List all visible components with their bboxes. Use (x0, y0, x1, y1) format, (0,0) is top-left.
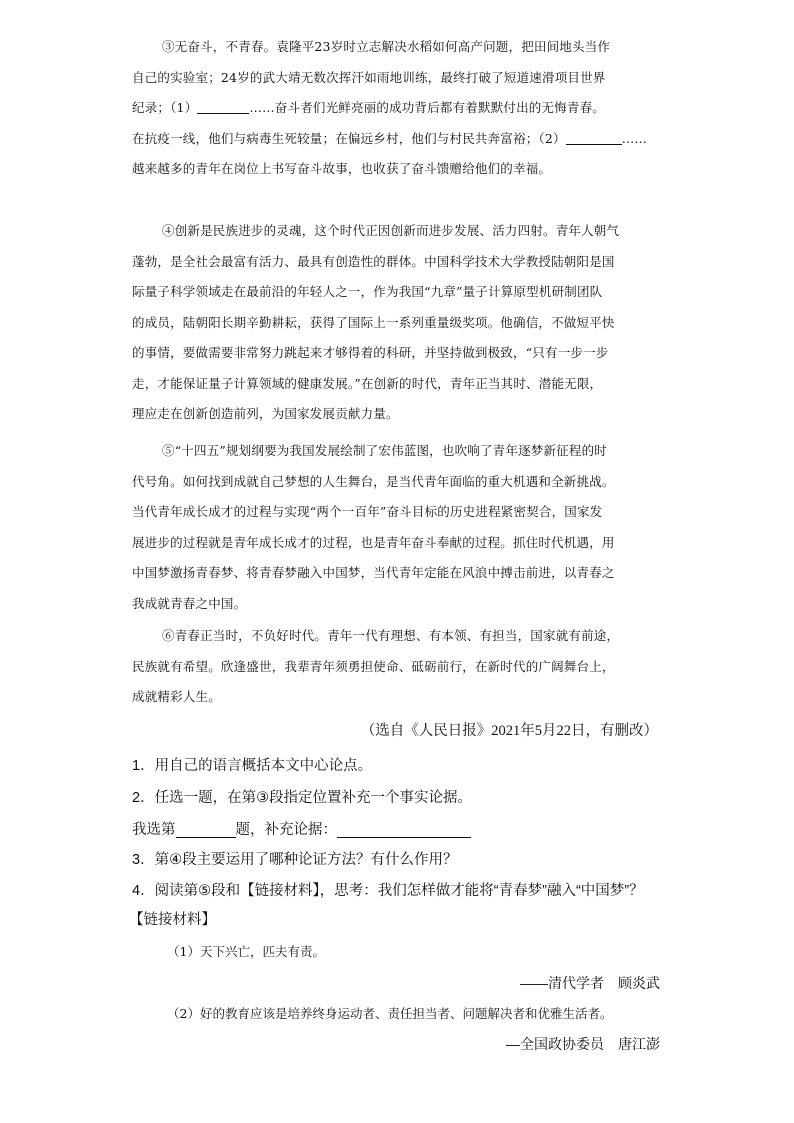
question-1: 1．用自己的语言概括本文中心论点。 (132, 758, 373, 774)
answer-prefix: 我选第 (132, 822, 176, 838)
text-line: 的事情，要做需要非常努力跳起来才够得着的科研，并坚持做到极致，“只有一步一步 (132, 345, 609, 360)
text-line: ⑥青春正当时，不负好时代。青年一代有理想、有本领、有担当，国家就有前途， (162, 628, 620, 643)
text-line: 民族就有希望。欣逢盛世，我辈青年须勇担使命、砥砺前行，在新时代的广阔舞台上， (132, 658, 615, 674)
text-line: 当代青年成长成才的过程与实现“两个一百年”奋斗目标的历史进程紧密契合，国家发 (132, 504, 603, 519)
fill-blank-1[interactable] (197, 99, 249, 114)
text-line: 蓬勃，是全社会最富有活力、最具有创造性的群体。中国科学技术大学教授陆朝阳是国 (132, 253, 615, 269)
text-line: ④创新是民族进步的灵魂，这个时代正因创新而进步发展、活力四射。青年人朝气 (162, 223, 620, 238)
text-line: 的成员，陆朝阳长期辛勤耕耘，获得了国际上一系列重量级奖项。他确信，不做短平快 (132, 314, 615, 330)
answer-middle: 题，补充论据： (235, 822, 337, 838)
paragraph-4 (132, 216, 662, 430)
text-line (132, 124, 662, 155)
text-fragment: ……奋斗者们光鲜亮丽的成功背后都有着默默付出的无悔青春。 (249, 100, 606, 115)
text-line: 走，才能保证量子计算领域的健康发展。”在创新的时代，青年正当其时、潜能无限， (132, 375, 603, 391)
link-material-attribution-1: ——清代学者 顾炎武 (520, 975, 660, 991)
question-2: 2．任选一题，在第③段指定位置补充一个事实论据。 (132, 790, 473, 806)
link-material-item-1: （1）天下兴亡，匹夫有责。 (167, 944, 325, 959)
text-line: 成就精彩人生。 (132, 689, 221, 704)
link-material-heading: 【链接材料】 (129, 912, 216, 928)
question-2-answer-row (132, 818, 672, 839)
text-line (132, 93, 662, 124)
paragraph-6 (132, 621, 662, 713)
text-line: 际量子科学领域走在最前沿的年轻人之一，作为我国“九章”量子计算原型机研制团队 (132, 284, 603, 299)
paragraph-3 (132, 32, 662, 185)
source-citation: （选自《人民日报》2021年5月22日，有删改） (360, 723, 658, 739)
text-line: 展进步的过程就是青年成长成才的过程，也是青年奋斗奉献的过程。抓住时代机遇，用 (132, 534, 615, 550)
text-line: 我成就青春之中国。 (132, 595, 247, 611)
text-line: 代号角。如何找到成就自己梦想的人生舞台，是当代青年面临的重大机遇和全新挑战。 (132, 473, 615, 489)
text-line: ⑤“十四五”规划纲要为我国发展绘制了宏伟蓝图，也吹响了青年逐梦新征程的时 (162, 443, 607, 458)
question-3: 3．第④段主要运用了哪种论证方法？有什么作用？ (132, 852, 458, 868)
question-4: 4．阅读第⑤段和【链接材料】，思考：我们怎样做才能将“青春梦”融入“中国梦”？ (132, 883, 644, 899)
fill-blank-2[interactable] (566, 130, 622, 145)
text-line: 中国梦激扬青春梦、将青春梦融入中国梦，当代青年定能在风浪中搏击前进，以青春之 (132, 565, 615, 580)
evidence-answer-blank[interactable] (337, 821, 471, 838)
link-material-attribution-2: —全国政协委员 唐江澎 (506, 1036, 660, 1052)
text-fragment: …… (621, 130, 648, 146)
text-fragment: 在抗疫一线，他们与病毒生死较量；在偏远乡村，他们与村民共奔富裕；（2） (132, 130, 566, 146)
choice-answer-blank[interactable] (176, 821, 236, 838)
text-line: 自己的实验室；24岁的武大靖无数次挥汗如雨地训练，最终打破了短道速滑项目世界 (132, 69, 606, 85)
link-material-item-2: （2）好的教育应该是培养终身运动者、责任担当者、问题解决者和优雅生活者。 (167, 1006, 613, 1021)
text-fragment: 纪录；（1） (132, 100, 198, 115)
text-line: 理应走在创新创造前列，为国家发展贡献力量。 (132, 406, 399, 421)
paragraph-5 (132, 436, 662, 619)
text-line: 越来越多的青年在岗位上书写奋斗故事，也收获了奋斗馈赠给他们的幸福。 (132, 161, 552, 176)
text-line: ③无奋斗，不青春。袁隆平23岁时立志解决水稻如何高产问题，把田间地头当作 (162, 39, 611, 54)
